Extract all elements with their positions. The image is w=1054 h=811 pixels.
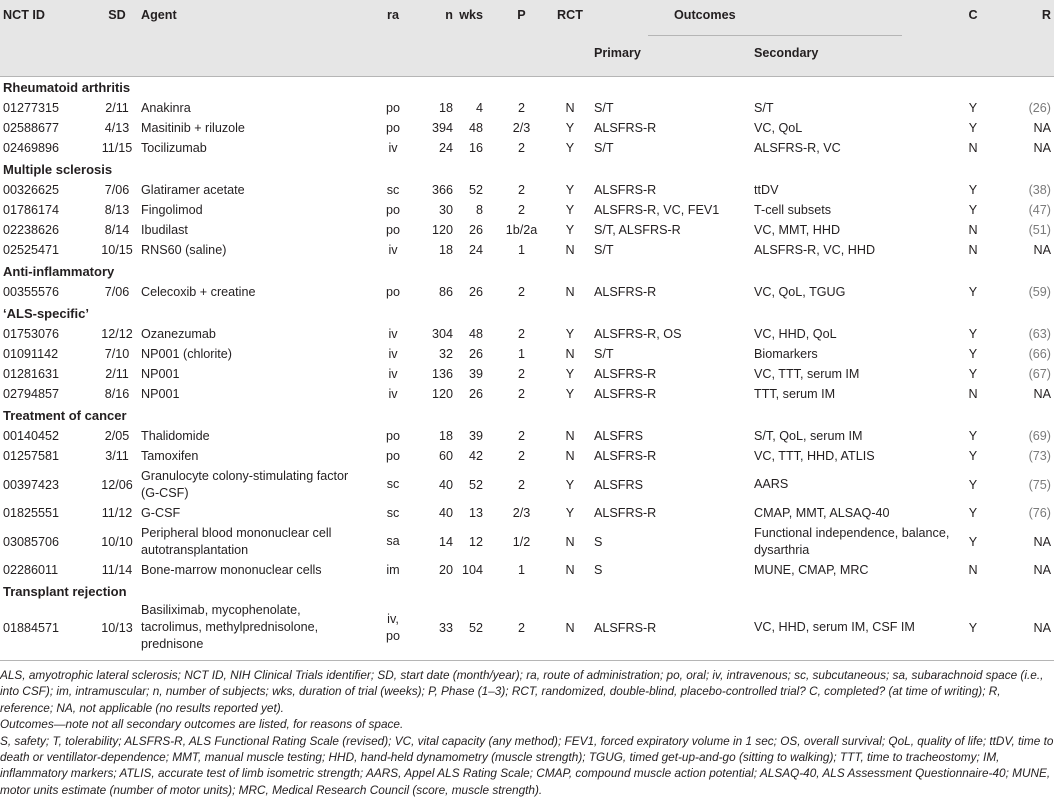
table-row [0,344,1054,364]
cell-phase: 2 [517,620,525,635]
cell-start-date: 4/13 [104,121,130,135]
cell-nct-id: 01281631 [3,367,60,381]
cell-reference: NA [1033,387,1051,401]
cell-rct: Y [565,223,575,237]
cell-nct-id: 02588677 [3,121,60,135]
cell-weeks: 26 [468,387,483,401]
cell-agent: Bone-marrow mononuclear cells [141,563,322,577]
section-title: Anti-inflammatory [3,264,115,279]
cell-weeks: 13 [468,506,483,520]
cell-phase: 1/2 [512,534,531,549]
cell-reference: (59) [1028,285,1051,299]
cell-primary-outcome: ALSFRS-R [594,620,657,635]
cell-completed: Y [968,327,978,341]
cell-weeks: 26 [468,285,483,299]
cell-route: iv [388,327,398,341]
cell-phase: 2 [517,101,525,115]
cell-agent: Celecoxib + creatine [141,285,256,299]
header-secondary: Secondary [754,30,954,76]
cell-primary-outcome: ALSFRS [594,477,643,492]
header-n: n [445,8,453,22]
cell-completed: N [968,563,978,577]
cell-phase: 1 [517,243,525,257]
cell-subjects: 14 [438,534,453,549]
cell-phase: 2 [517,141,525,155]
cell-start-date: 11/12 [101,506,133,520]
cell-subjects: 30 [438,203,453,217]
cell-start-date: 2/05 [104,429,130,443]
table-row [0,384,1054,404]
cell-primary-outcome: ALSFRS-R [594,506,657,520]
cell-weeks: 26 [468,347,483,361]
table-bottom-rule [0,660,1054,661]
table-row [0,282,1054,302]
header-rct: RCT [557,8,583,22]
cell-phase: 2 [517,327,525,341]
cell-phase: 2 [517,285,525,299]
cell-weeks: 48 [468,327,483,341]
cell-reference: NA [1033,620,1051,635]
cell-reference: (73) [1028,449,1051,463]
cell-agent: Tamoxifen [141,449,199,463]
cell-phase: 1 [517,563,525,577]
outcomes-underline [648,35,902,36]
cell-reference: NA [1033,563,1051,577]
cell-start-date: 8/14 [104,223,130,237]
cell-route: iv, po [385,611,400,643]
cell-completed: Y [968,449,978,463]
table-row [0,523,1054,560]
cell-phase: 1 [517,347,525,361]
cell-reference: (76) [1028,506,1051,520]
cell-nct-id: 02238626 [3,223,60,237]
cell-secondary-outcome: Biomarkers [754,347,818,361]
cell-completed: Y [968,477,978,492]
cell-route: sc [386,506,400,520]
cell-completed: Y [968,429,978,443]
section-title: Rheumatoid arthritis [3,80,131,95]
cell-completed: N [968,141,978,155]
cell-route: po [385,121,400,135]
header-bottom-rule [0,76,1054,77]
cell-weeks: 4 [475,101,483,115]
cell-completed: Y [968,367,978,381]
cell-reference: (69) [1028,429,1051,443]
cell-start-date: 7/06 [104,285,130,299]
cell-nct-id: 00355576 [3,285,60,299]
cell-nct-id: 03085706 [3,534,60,549]
table-row [0,560,1054,580]
cell-weeks: 16 [468,141,483,155]
table-row [0,118,1054,138]
cell-primary-outcome: ALSFRS-R [594,183,657,197]
cell-nct-id: 01753076 [3,327,60,341]
cell-agent: Tocilizumab [141,141,207,155]
cell-secondary-outcome: Functional independence, balance, dysarthria [754,525,950,557]
cell-agent: Masitinib + riluzole [141,121,245,135]
cell-secondary-outcome: VC, MMT, HHD [754,223,841,237]
header-agent: Agent [141,8,177,22]
footnote-abbreviations: ALS, amyotrophic lateral sclerosis; NCT ID, NIH Clinical Trials identifier; SD, start date (month/year); ra, route of administration; po, oral; iv, intravenous; sc, subcutaneous; sa, subarachnoid space (i.e., into CSF); im, intramuscular; n, number of subjects; wks, duration of trial (weeks); P, Phase (1–3); RCT, randomized, double-blind, placebo-controlled trial? C, completed? (at time of writing); R, reference; NA, not applicable (no results reported yet). [0,668,1044,715]
cell-rct: N [565,563,575,577]
cell-agent: G-CSF [141,506,181,520]
cell-nct-id: 02525471 [3,243,60,257]
header-nct-id: NCT ID [3,8,45,22]
cell-route: po [385,429,400,443]
cell-start-date: 7/06 [104,183,130,197]
cell-nct-id: 01277315 [3,101,60,115]
table-body [0,76,1054,653]
cell-rct: N [565,620,575,635]
table-row [0,98,1054,118]
cell-completed: Y [968,506,978,520]
cell-reference: (47) [1028,203,1051,217]
cell-rct: N [565,243,575,257]
footnotes [0,667,1054,798]
header-ra: ra [387,8,399,22]
cell-route: po [385,285,400,299]
cell-route: sc [386,183,400,197]
cell-weeks: 42 [468,449,483,463]
table-row [0,180,1054,200]
header-sd: SD [108,8,126,22]
cell-agent: Anakinra [141,101,191,115]
cell-secondary-outcome: VC, TTT, serum IM [754,367,860,381]
cell-rct: Y [565,183,575,197]
cell-subjects: 366 [431,183,453,197]
cell-reference: NA [1033,534,1051,549]
cell-primary-outcome: ALSFRS-R [594,387,657,401]
table-row [0,466,1054,503]
cell-primary-outcome: S/T, ALSFRS-R [594,223,681,237]
cell-route: po [385,203,400,217]
table-row [0,426,1054,446]
cell-rct: N [565,285,575,299]
cell-rct: Y [565,506,575,520]
section-title: ‘ALS-specific’ [3,306,89,321]
cell-primary-outcome: ALSFRS [594,429,643,443]
cell-rct: Y [565,387,575,401]
cell-nct-id: 01884571 [3,620,60,635]
section-row [0,404,1054,426]
cell-subjects: 120 [431,387,453,401]
cell-agent: Basiliximab, mycophenolate, tacrolimus, methylprednisolone, prednisone [141,603,319,651]
cell-agent: Ibudilast [141,223,188,237]
table-row [0,138,1054,158]
cell-agent: NP001 [141,367,180,381]
cell-rct: N [565,101,575,115]
cell-rct: Y [565,477,575,492]
cell-start-date: 10/10 [101,534,133,549]
cell-primary-outcome: S/T [594,347,614,361]
cell-secondary-outcome: ttDV [754,183,779,197]
cell-start-date: 10/13 [101,620,133,635]
cell-route: sc [386,477,400,491]
cell-route: im [386,563,400,577]
cell-completed: Y [968,183,978,197]
cell-agent: NP001 [141,387,180,401]
section-row [0,302,1054,324]
cell-subjects: 120 [431,223,453,237]
cell-secondary-outcome: ALSFRS-R, VC [754,141,841,155]
cell-secondary-outcome: VC, HHD, QoL [754,327,837,341]
section-row [0,580,1054,602]
cell-start-date: 10/15 [101,243,133,257]
cell-subjects: 136 [431,367,453,381]
cell-completed: N [968,243,978,257]
cell-reference: (63) [1028,327,1051,341]
cell-nct-id: 02286011 [3,563,59,577]
cell-rct: Y [565,327,575,341]
cell-secondary-outcome: MUNE, CMAP, MRC [754,563,869,577]
cell-rct: Y [565,121,575,135]
cell-route: po [385,101,400,115]
cell-completed: Y [968,534,978,549]
cell-weeks: 24 [468,243,483,257]
cell-primary-outcome: ALSFRS-R [594,121,657,135]
cell-reference: NA [1033,141,1051,155]
cell-primary-outcome: S/T [594,243,614,257]
cell-rct: N [565,449,575,463]
cell-reference: (51) [1028,223,1051,237]
cell-primary-outcome: ALSFRS-R [594,285,657,299]
table-row [0,200,1054,220]
cell-phase: 2 [517,203,525,217]
section-title: Treatment of cancer [3,408,127,423]
section-row [0,158,1054,180]
cell-start-date: 7/10 [104,347,130,361]
cell-primary-outcome: ALSFRS-R, VC, FEV1 [594,203,720,217]
header-c: C [968,8,978,22]
cell-completed: Y [968,121,978,135]
cell-route: iv [388,347,398,361]
cell-secondary-outcome: S/T, QoL, serum IM [754,429,863,443]
cell-weeks: 12 [468,534,483,549]
cell-subjects: 60 [438,449,453,463]
cell-phase: 2 [517,183,525,197]
cell-phase: 2 [517,429,525,443]
cell-primary-outcome: ALSFRS-R, OS [594,327,682,341]
cell-rct: Y [565,367,575,381]
section-title: Multiple sclerosis [3,162,113,177]
cell-secondary-outcome: T-cell subsets [754,203,831,217]
cell-weeks: 39 [468,429,483,443]
cell-reference: NA [1033,243,1051,257]
footnote-outcome-abbreviations: S, safety; T, tolerability; ALSFRS-R, ALS Functional Rating Scale (revised); VC, vital capacity (any method); FEV1, forced expiratory volume in 1 sec; OS, overall survival; QoL, quality of life; ttDV, time to death or ventillator-dependence; MMT, manual muscle testing; HHD, hand-held dynamometry (muscle strength); TGUG, timed get-up-and-go (sitting to walking); TTT, time to tracheostomy; IM, inflammatory markers; ATLIS, accurate test of limb isometric strength; AARS, Appel ALS Rating Scale; CMAP, compound muscle action potential; ALSAQ-40, ALS Assessment Questionnaire-40; MUNE, motor units estimate (number of motor units); MRC, Medical Research Council (score, muscle strength). [0,733,1054,797]
cell-phase: 2/3 [512,506,531,520]
cell-agent: Peripheral blood mononuclear cell autotransplantation [141,525,332,557]
cell-phase: 1b/2a [505,223,538,237]
cell-agent: Glatiramer acetate [141,183,245,197]
cell-weeks: 48 [468,121,483,135]
cell-completed: N [968,387,978,401]
cell-rct: N [565,347,575,361]
cell-subjects: 394 [431,121,453,135]
cell-nct-id: 01257581 [3,449,60,463]
cell-subjects: 40 [438,506,453,520]
cell-primary-outcome: ALSFRS-R [594,367,657,381]
cell-subjects: 86 [438,285,453,299]
cell-weeks: 52 [468,183,483,197]
cell-weeks: 26 [468,223,483,237]
cell-nct-id: 02794857 [3,387,60,401]
table-header [0,0,1054,76]
cell-route: iv [388,387,398,401]
cell-weeks: 52 [468,477,483,492]
cell-primary-outcome: S [594,563,603,577]
cell-secondary-outcome: VC, QoL, TGUG [754,285,846,299]
cell-rct: Y [565,203,575,217]
cell-weeks: 104 [461,563,483,577]
header-outcomes: Outcomes [674,8,736,22]
cell-start-date: 8/16 [104,387,130,401]
cell-agent: Fingolimod [141,203,203,217]
cell-reference: (26) [1028,101,1051,115]
header-p: P [517,8,526,22]
cell-subjects: 20 [438,563,453,577]
cell-start-date: 11/15 [101,141,133,155]
cell-phase: 2 [517,387,525,401]
cell-rct: N [565,429,575,443]
cell-nct-id: 01825551 [3,506,60,520]
cell-weeks: 39 [468,367,483,381]
cell-agent: Granulocyte colony-stimulating factor (G-CSF) [141,468,349,500]
cell-completed: Y [968,203,978,217]
cell-secondary-outcome: VC, QoL [754,121,803,135]
cell-nct-id: 00397423 [3,477,60,492]
cell-subjects: 40 [438,477,453,492]
cell-reference: (38) [1028,183,1051,197]
cell-secondary-outcome: VC, TTT, HHD, ATLIS [754,449,875,463]
cell-route: iv [388,367,398,381]
cell-completed: Y [968,101,978,115]
cell-secondary-outcome: ALSFRS-R, VC, HHD [754,243,876,257]
cell-secondary-outcome: VC, HHD, serum IM, CSF IM [754,620,915,634]
cell-route: sa [386,534,400,548]
cell-subjects: 32 [438,347,453,361]
cell-subjects: 304 [431,327,453,341]
cell-phase: 2 [517,449,525,463]
cell-subjects: 33 [438,620,453,635]
cell-agent: RNS60 (saline) [141,243,227,257]
cell-completed: Y [968,347,978,361]
table-row [0,364,1054,384]
cell-reference: (66) [1028,347,1051,361]
cell-subjects: 18 [438,243,453,257]
cell-completed: N [968,223,978,237]
header-r: R [1041,8,1051,22]
cell-weeks: 52 [468,620,483,635]
cell-reference: (75) [1028,477,1051,492]
table-row [0,240,1054,260]
cell-route: po [385,223,400,237]
section-row [0,260,1054,282]
cell-primary-outcome: ALSFRS-R [594,449,657,463]
cell-secondary-outcome: AARS [754,477,789,491]
cell-primary-outcome: S/T [594,141,614,155]
cell-primary-outcome: S/T [594,101,614,115]
cell-subjects: 24 [438,141,453,155]
cell-agent: Ozanezumab [141,327,216,341]
header-primary: Primary [594,30,754,76]
cell-route: iv [388,243,398,257]
cell-secondary-outcome: S/T [754,101,774,115]
cell-agent: NP001 (chlorite) [141,347,232,361]
cell-start-date: 12/12 [101,327,133,341]
table-row [0,220,1054,240]
cell-phase: 2 [517,367,525,381]
cell-rct: N [565,534,575,549]
cell-start-date: 11/14 [101,563,133,577]
cell-secondary-outcome: TTT, serum IM [754,387,836,401]
cell-subjects: 18 [438,429,453,443]
cell-nct-id: 02469896 [3,141,60,155]
cell-start-date: 8/13 [104,203,130,217]
cell-start-date: 2/11 [105,101,129,115]
cell-rct: Y [565,141,575,155]
cell-phase: 2/3 [512,121,531,135]
cell-start-date: 2/11 [105,367,129,381]
cell-nct-id: 01786174 [3,203,60,217]
cell-reference: NA [1033,121,1051,135]
cell-primary-outcome: S [594,534,603,549]
cell-nct-id: 00326625 [3,183,60,197]
cell-start-date: 3/11 [105,449,129,463]
cell-completed: Y [968,285,978,299]
cell-subjects: 18 [438,101,453,115]
table-row [0,446,1054,466]
cell-reference: (67) [1028,367,1051,381]
cell-route: po [385,449,400,463]
section-row [0,76,1054,98]
cell-weeks: 8 [475,203,483,217]
cell-completed: Y [968,620,978,635]
cell-nct-id: 01091142 [3,347,59,361]
cell-nct-id: 00140452 [3,429,60,443]
table-row [0,324,1054,344]
cell-phase: 2 [517,477,525,492]
table-row [0,503,1054,523]
table-row [0,602,1054,653]
header-wks: wks [459,8,483,22]
footnote-outcomes: Outcomes—note not all secondary outcomes are listed, for reasons of space. [0,717,404,732]
cell-route: iv [388,141,398,155]
cell-secondary-outcome: CMAP, MMT, ALSAQ-40 [754,506,890,520]
section-title: Transplant rejection [3,584,127,599]
cell-agent: Thalidomide [141,429,210,443]
cell-start-date: 12/06 [101,477,133,492]
